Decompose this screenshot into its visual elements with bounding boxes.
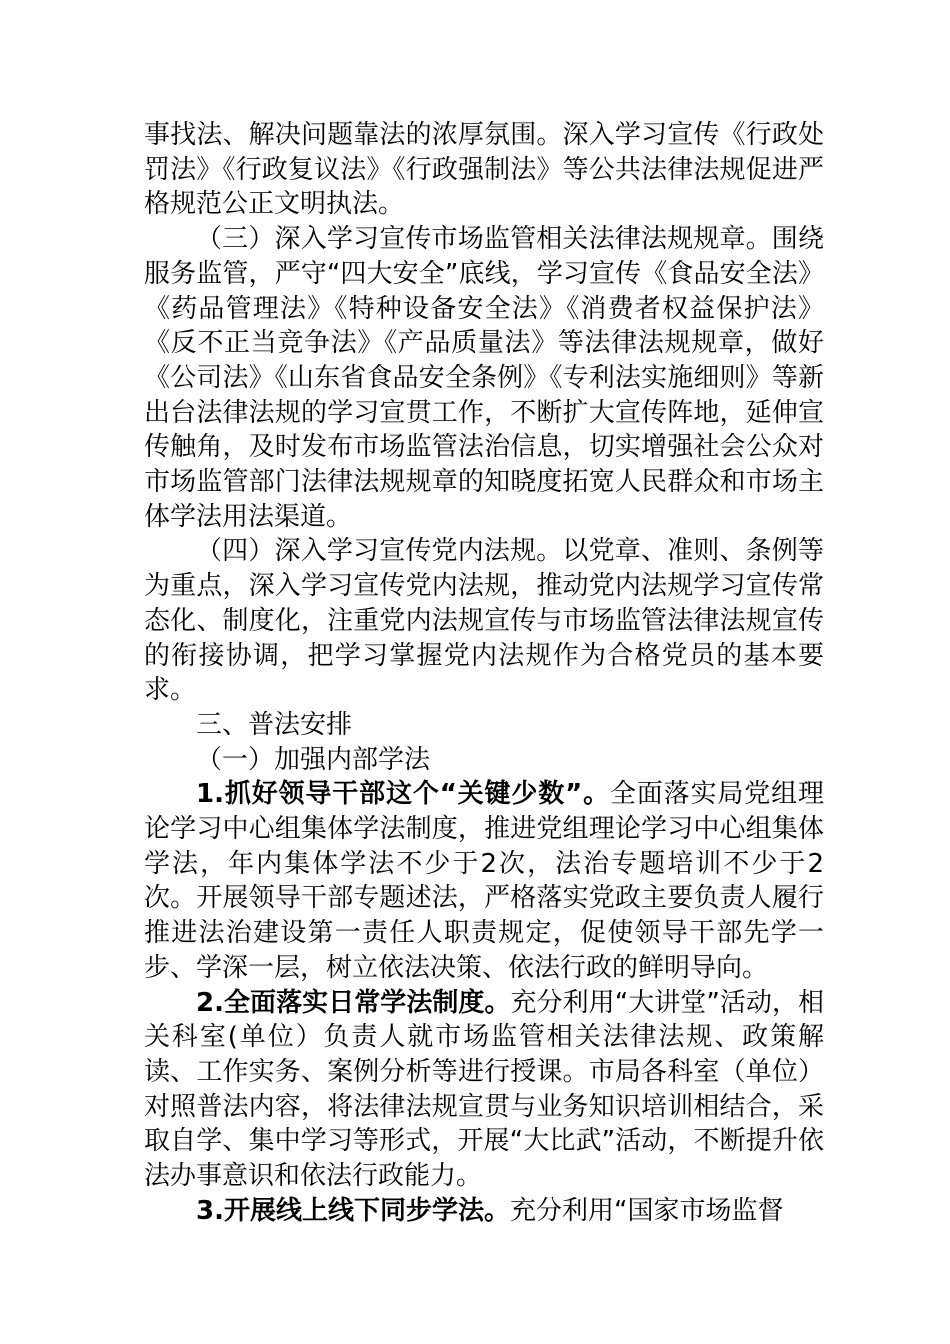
item-2-lead: 2.全面落实日常学法制度。 — [196, 987, 511, 1018]
item-2-body: 充分利用“大讲堂”活动，相关科室(单位）负责人就市场监管相关法律法规、政策解读、工作实务、案例分析等进行授课。市局各科室（单位）对照普法内容，将法律法规宣贯与业务知识培训相结合，采取自学、集中学习等形式，开展“大比武”活动，不断提升依法办事意识和依法行政能力。 — [144, 987, 824, 1192]
heading-pufa-anpai: 三、普法安排 — [196, 709, 353, 740]
paragraph-item-2 — [144, 986, 824, 1194]
subheading-internal-study: （一）加强内部学法 — [196, 744, 431, 775]
item-3-body: 充分利用“国家市场监督 — [509, 1195, 784, 1226]
item-3-lead: 3.开展线上线下同步学法。 — [196, 1195, 510, 1226]
paragraph-section-4: （四）深入学习宣传党内法规。以党章、准则、条例等为重点，深入学习宣传党内法规，推动党内法规学习宣传常态化、制度化，注重党内法规宣传与市场监管法律法规宣传的衔接协调，把学习掌握党内法规作为合格党员的基本要求。 — [144, 536, 824, 706]
item-1-body: 全面落实局党组理论学习中心组集体学法制度，推进党组理论学习中心组集体学法，年内集体学法不少于2次，法治专题培训不少于2次。开展领导干部专题述法，严格落实党政主要负责人履行推进法治建设第一责任人职责规定，促使领导干部先学一步、学深一层，树立依法决策、依法行政的鲜明导向。 — [144, 779, 824, 983]
paragraph-item-3 — [144, 1194, 824, 1229]
paragraph-section-3: （三）深入学习宣传市场监管相关法律法规规章。围绕服务监管，严守“四大安全”底线，学习宣传《食品安全法》《药品管理法》《特种设备安全法》《消费者权益保护法》《反不正当竞争法》《产品质量法》等法律法规规章，做好《公司法》《山东省食品安全条例》《专利法实施细则》等新出台法律法规的学习宣贯工作，不断扩大宣传阵地，延伸宣传触角，及时发布市场监管法治信息，切实增强社会公众对市场监管部门法律法规规章的知晓度拓宽人民群众和市场主体学法用法渠道。 — [144, 224, 824, 532]
paragraph-item-1 — [144, 777, 824, 985]
item-1-lead: 1.抓好领导干部这个“关键少数”。 — [196, 779, 610, 810]
paragraph-continuation: 事找法、解决问题靠法的浓厚氛围。深入学习宣传《行政处罚法》《行政复议法》《行政强制法》等公共法律法规促进严格规范公正文明执法。 — [144, 120, 824, 220]
document-page — [144, 118, 824, 1229]
